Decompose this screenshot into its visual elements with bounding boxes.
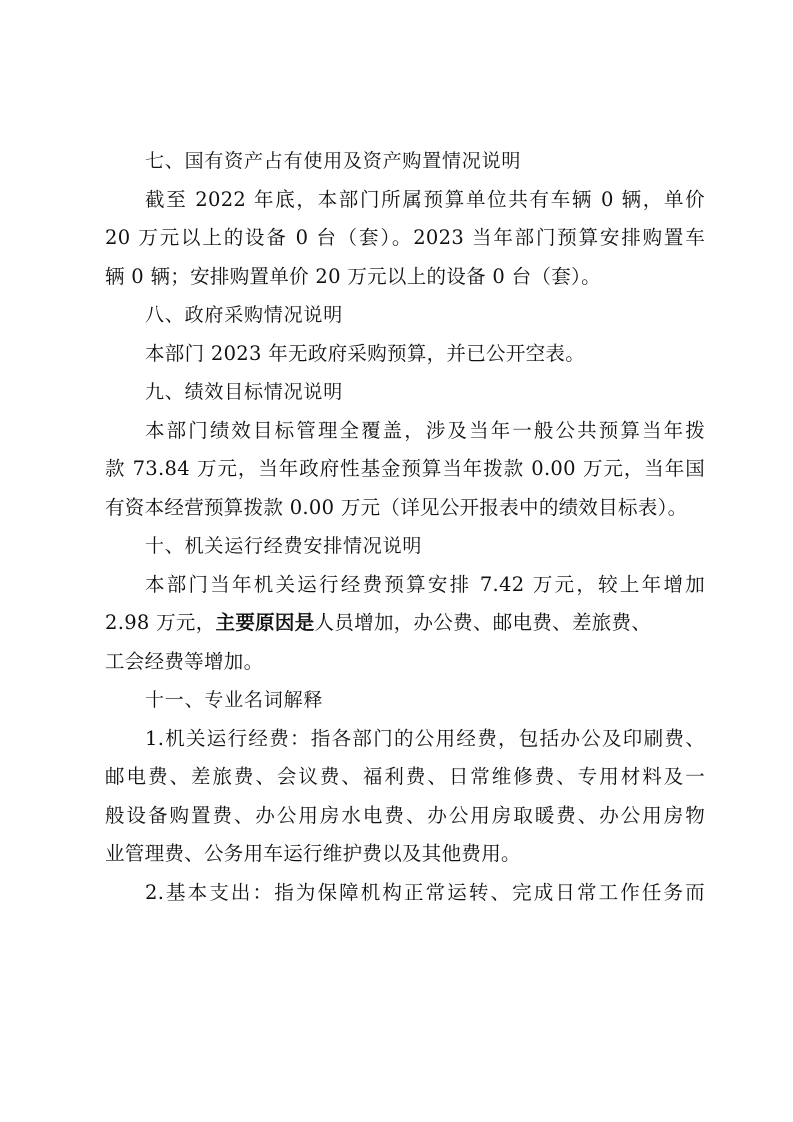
paragraph-line: 有资本经营预算拨款 0.00 万元（详见公开报表中的绩效目标表）。 bbox=[105, 495, 688, 519]
paragraph-line: 业管理费、公务用车运行维护费以及其他费用。 bbox=[105, 842, 521, 865]
paragraph-line: 款 73.84 万元，当年政府性基金预算当年拨款 0.00 万元，当年国 bbox=[105, 457, 705, 480]
paragraph-line: 1.机关运行经费：指各部门的公用经费，包括办公及印刷费、 bbox=[145, 726, 705, 750]
section-heading-assets: 七、国有资产占有使用及资产购置情况说明 bbox=[145, 150, 522, 172]
paragraph-line: 工会经费等增加。 bbox=[105, 649, 264, 673]
section-heading-operating-costs: 十、机关运行经费安排情况说明 bbox=[145, 535, 423, 557]
bold-text-run: 主要原因是 bbox=[215, 611, 315, 634]
section-heading-procurement: 八、政府采购情况说明 bbox=[145, 304, 344, 326]
paragraph-line-with-bold bbox=[105, 604, 705, 643]
paragraph-line: 邮电费、差旅费、会议费、福利费、日常维修费、专用材料及一 bbox=[105, 765, 705, 788]
paragraph-line: 2.基本支出：指为保障机构正常运转、完成日常工作任务而 bbox=[145, 880, 705, 904]
text-run: 人员增加，办公费、邮电费、差旅费、 bbox=[314, 611, 652, 634]
paragraph-line: 截至 2022 年底，本部门所属预算单位共有车辆 0 辆，单价 bbox=[145, 187, 705, 211]
paragraph-line: 本部门绩效目标管理全覆盖，涉及当年一般公共预算当年拨 bbox=[145, 418, 705, 442]
text-run: 2.98 万元， bbox=[105, 611, 216, 634]
paragraph-line: 20 万元以上的设备 0 台（套）。2023 当年部门预算安排购置车 bbox=[105, 226, 705, 249]
section-heading-performance: 九、绩效目标情况说明 bbox=[145, 381, 344, 403]
section-heading-glossary: 十一、专业名词解释 bbox=[145, 689, 324, 711]
document-body bbox=[105, 142, 705, 912]
paragraph-line: 辆 0 辆；安排购置单价 20 万元以上的设备 0 台（套）。 bbox=[105, 264, 601, 288]
paragraph-line: 本部门当年机关运行经费预算安排 7.42 万元，较上年增加 bbox=[145, 572, 705, 596]
paragraph-line: 般设备购置费、办公用房水电费、办公用房取暖费、办公用房物 bbox=[105, 803, 705, 827]
paragraph-line: 本部门 2023 年无政府采购预算，并已公开空表。 bbox=[145, 341, 586, 365]
